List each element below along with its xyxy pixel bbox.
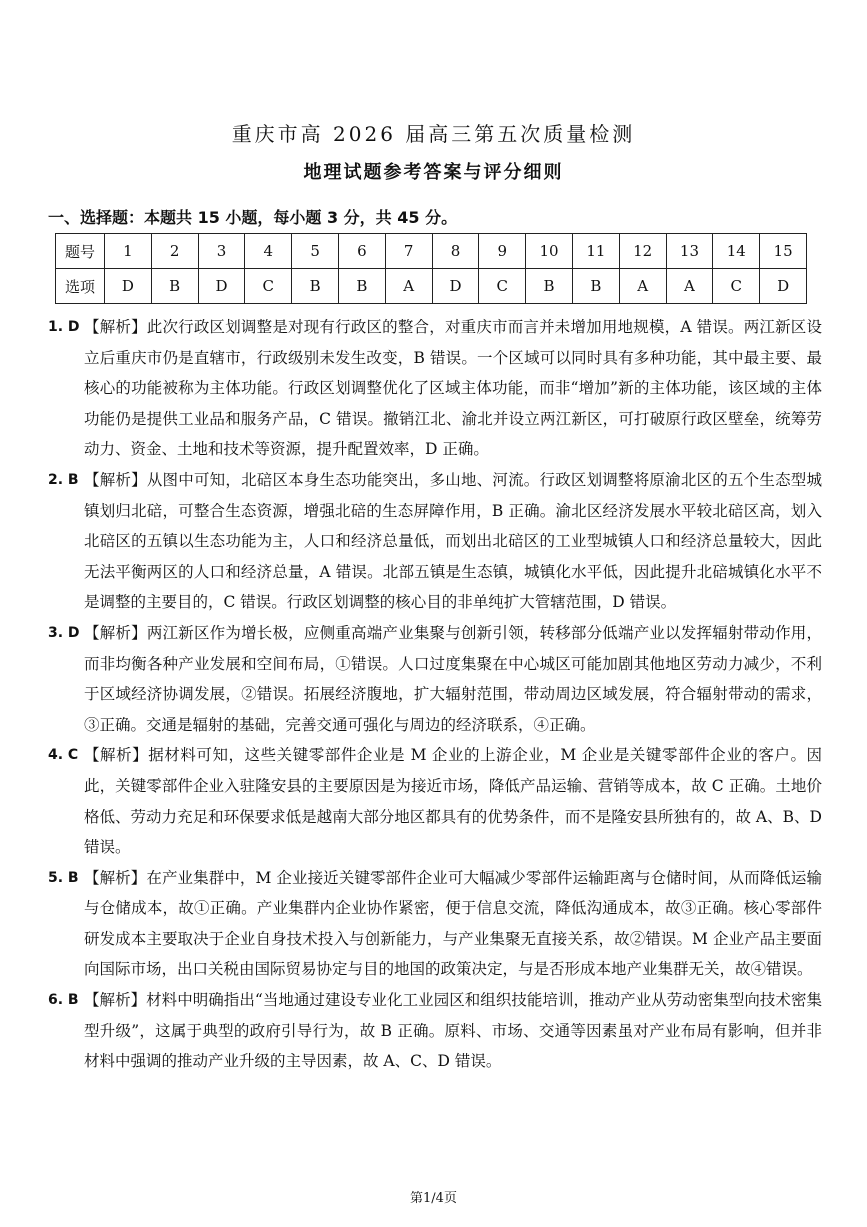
table-cell-answer-option: B [526, 269, 573, 304]
table-cell-answer-option: B [292, 269, 339, 304]
answer-explanation-text: 【解析】此次行政区划调整是对现有行政区的整合，对重庆市而言并未增加用地规模，A 错误。两江新区设立后重庆市仍是直辖市，行政级别未发生改变，B 错误。一个区域可以同时具有多种功能，其中最主要、最核心的功能被称为主体功能。行政区划调整优化了区域主体功能，而非“增加”新的主体功能，该区域的主体功能仍是提供工业品和服务产品，C 错误。撤销江北、渝北并设立两江新区，可打破原行政区壁垒，统筹劳动力、资金、土地和技术等资源，提升配置效率，D 正确。 [84, 318, 822, 459]
table-cell-answer-option: A [385, 269, 432, 304]
answer-explanation-text: 【解析】两江新区作为增长极，应侧重高端产业集聚与创新引领，转移部分低端产业以发挥辐射带动作用，而非均衡各种产业发展和空间布局，①错误。人口过度集聚在中心城区可能加剧其他地区劳动力减少，不利于区域经济协调发展，②错误。拓展经济腹地，扩大辐射范围，带动周边区域发展，符合辐射带动的需求，③正确。交通是辐射的基础，完善交通可强化与周边的经济联系，④正确。 [84, 623, 822, 734]
table-cell-question-number: 9 [479, 234, 526, 269]
table-cell-answer-option: D [760, 269, 807, 304]
answer-number: 3. D [48, 624, 80, 641]
list-item [48, 618, 822, 740]
table-cell-question-number: 2 [151, 234, 198, 269]
table-row-options [56, 269, 807, 304]
answer-number: 2. B [48, 471, 79, 488]
answer-number: 5. B [48, 869, 79, 886]
table-cell-question-number: 11 [572, 234, 619, 269]
table-row-numbers [56, 234, 807, 269]
list-item [48, 740, 822, 862]
list-item [48, 985, 822, 1077]
page-subtitle: 地理试题参考答案与评分细则 [303, 162, 564, 183]
table-cell-question-number: 3 [198, 234, 245, 269]
table-header-cell: 题号 [56, 234, 105, 269]
table-cell-answer-option: C [713, 269, 760, 304]
table-cell-answer-option: C [245, 269, 292, 304]
table-cell-question-number: 13 [666, 234, 713, 269]
answer-explanation-text: 【解析】在产业集群中，M 企业接近关键零部件企业可大幅减少零部件运输距离与仓储时间，从而降低运输与仓储成本，故①正确。产业集群内企业协作紧密，便于信息交流，降低沟通成本，故③正确。核心零部件研发成本主要取决于企业自身技术投入与创新能力，与产业集聚无直接关系，故②错误。M 企业产品主要面向国际市场，出口关税由国际贸易协定与目的地国的政策决定，与是否形成本地产业集群无关，故④错误。 [84, 868, 822, 979]
list-item [48, 863, 822, 985]
section-heading: 一、选择题：本题共 15 小题，每小题 3 分，共 45 分。 [48, 208, 458, 227]
answer-explanation-text: 【解析】从图中可知，北碚区本身生态功能突出，多山地、河流。行政区划调整将原渝北区的五个生态型城镇划归北碚，可整合生态资源，增强北碚的生态屏障作用，B 正确。渝北区经济发展水平较北碚区高，划入北碚区的五镇以生态功能为主，人口和经济总量低，而划出北碚区的工业型城镇人口和经济总量较大，因此无法平衡两区的人口和经济总量，A 错误。北部五镇是生态镇，城镇化水平低，因此提升北碚城镇化水平不是调整的主要目的，C 错误。行政区划调整的核心目的非单纯扩大管辖范围，D 错误。 [84, 470, 822, 612]
answer-table [55, 233, 807, 304]
answer-explanation-text: 【解析】据材料可知，这些关键零部件企业是 M 企业的上游企业，M 企业是关键零部件企业的客户。因此，关键零部件企业入驻隆安县的主要原因是为接近市场，降低产品运输、营销等成本，故 C 正确。土地价格低、劳动力充足和环保要求低是越南大部分地区都具有的优势条件，而不是隆安县所独有的，故 A、B、D 错误。 [84, 746, 822, 857]
table-header-cell: 选项 [56, 269, 105, 304]
table-cell-question-number: 14 [713, 234, 760, 269]
table-cell-question-number: 10 [526, 234, 573, 269]
answer-number: 4. C [48, 747, 79, 764]
table-cell-question-number: 7 [385, 234, 432, 269]
table-cell-question-number: 4 [245, 234, 292, 269]
list-item [48, 312, 822, 465]
table-cell-answer-option: C [479, 269, 526, 304]
table-cell-answer-option: B [151, 269, 198, 304]
table-cell-answer-option: A [619, 269, 666, 304]
answer-explanations [0, 312, 867, 1077]
table-cell-answer-option: D [198, 269, 245, 304]
answer-explanation-text: 【解析】材料中明确指出“当地通过建设专业化工业园区和组织技能培训，推动产业从劳动密集型向技术密集型升级”，这属于典型的政府引导行为，故 B 正确。原料、市场、交通等因素虽对产业布局有影响，但并非材料中强调的推动产业升级的主导因素，故 A、C、D 错误。 [84, 991, 823, 1071]
table-cell-answer-option: D [432, 269, 479, 304]
list-item [48, 465, 822, 618]
page-number: 第1/4页 [410, 1191, 457, 1206]
table-cell-answer-option: D [105, 269, 152, 304]
table-cell-question-number: 1 [105, 234, 152, 269]
table-cell-answer-option: A [666, 269, 713, 304]
answer-number: 1. D [48, 319, 80, 335]
table-cell-question-number: 6 [338, 234, 385, 269]
table-cell-question-number: 5 [292, 234, 339, 269]
table-cell-question-number: 12 [619, 234, 666, 269]
page-title: 重庆市高 2026 届高三第五次质量检测 [231, 122, 636, 146]
table-cell-question-number: 8 [432, 234, 479, 269]
table-cell-answer-option: B [338, 269, 385, 304]
table-cell-answer-option: B [572, 269, 619, 304]
answer-number: 6. B [48, 992, 79, 1009]
table-cell-question-number: 15 [760, 234, 807, 269]
